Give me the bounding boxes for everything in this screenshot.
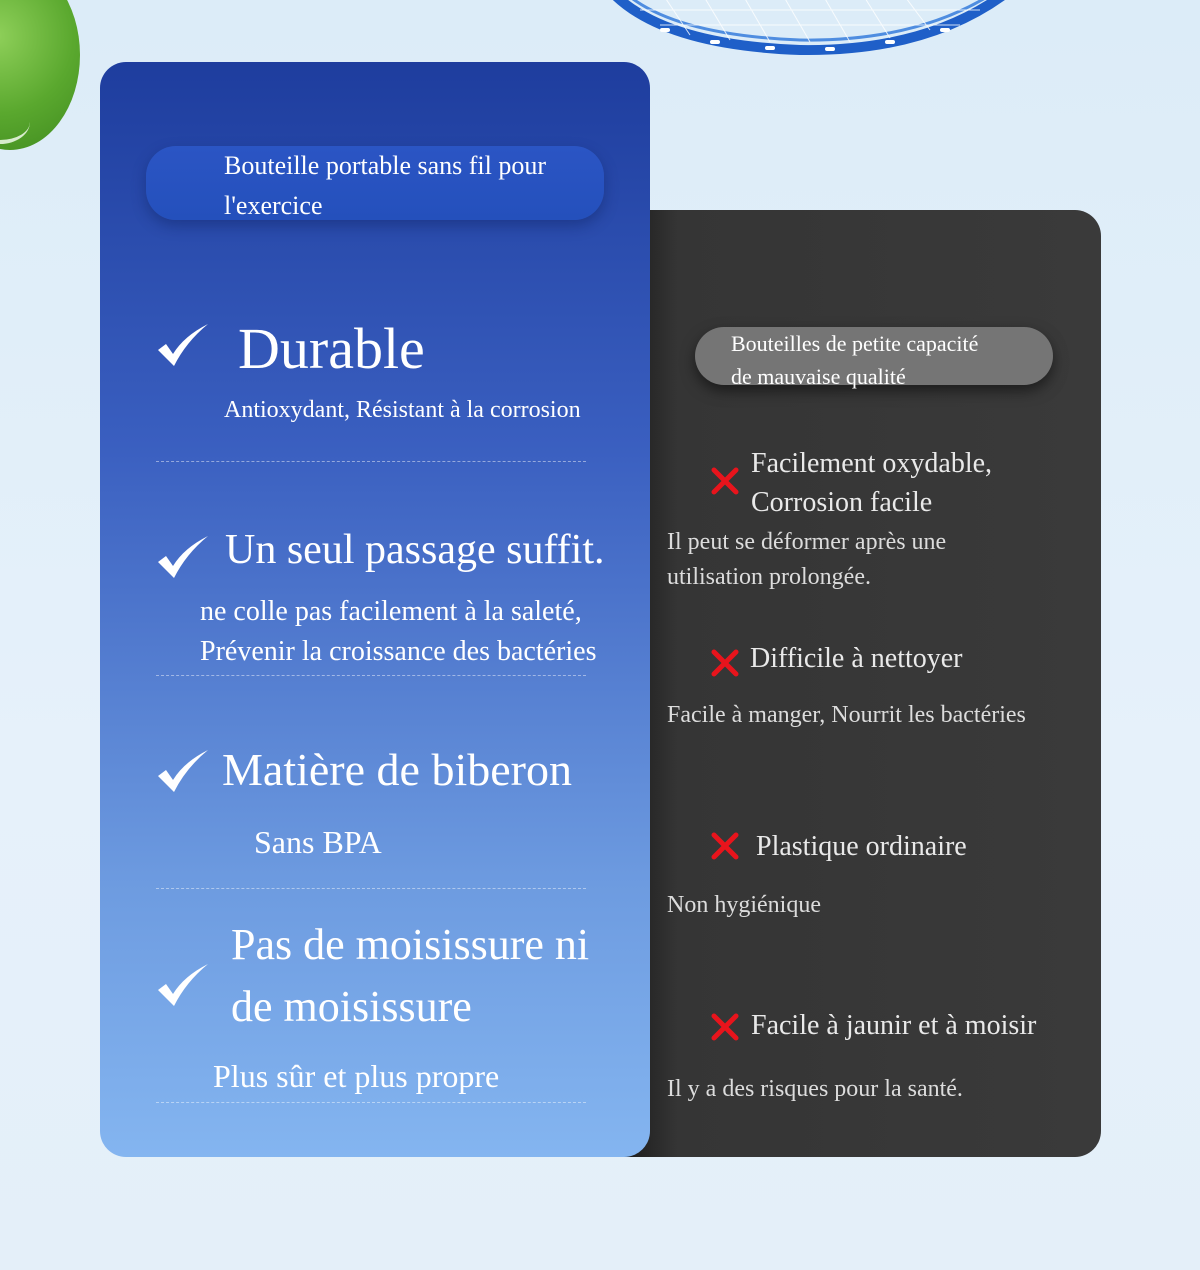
check-icon (154, 960, 210, 1016)
feature-desc-4: Plus sûr et plus propre (213, 1058, 500, 1094)
check-icon (154, 532, 210, 588)
negative-desc-1: Il peut se déformer après une utilisation prolongée. (667, 529, 947, 590)
negative-title-2: Difficile à nettoyer (750, 643, 963, 674)
low-quality-panel (620, 210, 1101, 1157)
product-badge (146, 146, 604, 220)
feature-title-3: Matière de biberon (222, 744, 572, 795)
feature-desc-3: Sans BPA (254, 824, 382, 860)
feature-desc-1: Antioxydant, Résistant à la corrosion (224, 397, 581, 423)
feature-title-2: Un seul passage suffit. (225, 527, 605, 573)
check-icon (154, 746, 210, 802)
feature-title-1: Durable (238, 316, 425, 381)
negative-title-3: Plastique ordinaire (756, 831, 967, 862)
negative-title-4: Facile à jaunir et à moisir (751, 1010, 1037, 1041)
divider (156, 461, 586, 462)
low-quality-badge-line-1: Bouteilles de petite capacité (731, 331, 979, 356)
racket-decoration-icon (600, 0, 1020, 70)
product-badge-text: Bouteille portable sans fil pour l'exercice (224, 151, 547, 220)
low-quality-badge (695, 327, 1053, 389)
feature-desc-2: ne colle pas facilement à la saleté, Prévenir la croissance des bactéries (200, 596, 597, 667)
negative-desc-4: Il y a des risques pour la santé. (667, 1076, 963, 1102)
negative-desc-2: Facile à manger, Nourrit les bactéries (667, 702, 1026, 728)
x-icon (710, 1012, 740, 1042)
x-icon (710, 831, 740, 861)
divider (156, 1102, 586, 1103)
x-icon (710, 466, 740, 496)
negative-desc-3: Non hygiénique (667, 892, 821, 918)
divider (156, 888, 586, 889)
check-icon (154, 320, 210, 376)
feature-title-4: Pas de moisissure ni de moisissure (231, 920, 590, 1031)
negative-title-1: Facilement oxydable, Corrosion facile (751, 448, 993, 518)
divider (156, 675, 586, 676)
low-quality-badge-line-2: de mauvaise qualité (731, 364, 906, 389)
product-panel (100, 62, 650, 1157)
x-icon (710, 648, 740, 678)
